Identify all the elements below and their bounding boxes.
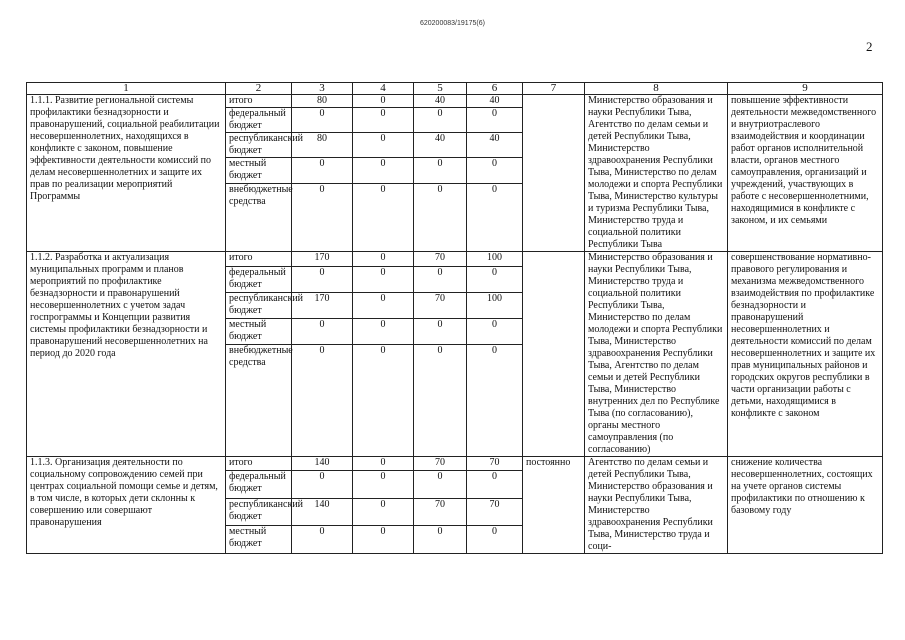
value-2020: 40: [467, 95, 523, 108]
value-2020: 0: [467, 345, 523, 457]
table-row: [27, 457, 883, 471]
funding-source: республиканский бюджет: [226, 292, 292, 318]
value-2018: 0: [353, 471, 414, 499]
total-value: 80: [292, 133, 353, 158]
funding-source: местный бюджет: [226, 526, 292, 554]
column-header: 1: [27, 83, 226, 95]
value-2018: 0: [353, 183, 414, 251]
funding-source: федеральный бюджет: [226, 108, 292, 133]
activity-name: 1.1.3. Организация деятельности по социальному сопровождению семей при центрах социальной помощи семье и детям, в том числе, в которых дети склонны к совершению или совершают правонарушения: [27, 457, 226, 554]
value-2018: 0: [353, 498, 414, 526]
funding-source: итого: [226, 457, 292, 471]
funding-source: федеральный бюджет: [226, 266, 292, 292]
value-2018: 0: [353, 158, 414, 183]
value-2019: 0: [414, 158, 467, 183]
total-value: 0: [292, 158, 353, 183]
value-2020: 0: [467, 266, 523, 292]
value-2019: 70: [414, 292, 467, 318]
program-table: [26, 82, 883, 554]
value-2018: 0: [353, 457, 414, 471]
value-2019: 0: [414, 183, 467, 251]
value-2020: 40: [467, 133, 523, 158]
total-value: 0: [292, 266, 353, 292]
expected-result: снижение количества несовершеннолетних, состоящих на учете органов системы профилактики по отношению к базовому году: [728, 457, 883, 554]
funding-source: местный бюджет: [226, 158, 292, 183]
expected-result: совершенствование нормативно-правового регулирования и механизма межведомственного взаимодействия по профилактике безнадзорности и правонарушений несовершеннолетних и деятельности комиссий по делам несовершеннолетних и защите их прав муниципальных районов и городских округов республики в части организации работы с детьми, находящимися в конфликте с законом: [728, 252, 883, 457]
total-value: 0: [292, 526, 353, 554]
value-2019: 0: [414, 526, 467, 554]
value-2020: 0: [467, 318, 523, 344]
execution-term: [523, 252, 585, 457]
funding-source: внебюджетные средства: [226, 345, 292, 457]
value-2018: 0: [353, 526, 414, 554]
value-2019: 0: [414, 108, 467, 133]
value-2018: 0: [353, 108, 414, 133]
responsible-executors: Министерство образования и науки Республики Тыва, Министерство труда и социальной политики Республики Тыва, Министерство по делам молодежи и спорта Республики Тыва, Министерство здравоохранения Республики Тыва, Агентство по делам семьи и детей Республики Тыва, Министерство внутренних дел по Республике Тыва (по согласованию), органы местного самоуправления (по согласованию): [585, 252, 728, 457]
funding-source: внебюджетные средства: [226, 183, 292, 251]
value-2018: 0: [353, 266, 414, 292]
column-header: 9: [728, 83, 883, 95]
page-number: 2: [866, 39, 873, 54]
value-2018: 0: [353, 95, 414, 108]
value-2018: 0: [353, 318, 414, 344]
value-2018: 0: [353, 292, 414, 318]
funding-source: итого: [226, 252, 292, 267]
value-2019: 0: [414, 318, 467, 344]
value-2020: 0: [467, 471, 523, 499]
value-2019: 40: [414, 95, 467, 108]
value-2020: 70: [467, 498, 523, 526]
column-header: 4: [353, 83, 414, 95]
execution-term: постоянно: [523, 457, 585, 554]
execution-term: [523, 95, 585, 252]
table-row: [27, 95, 883, 108]
value-2019: 0: [414, 471, 467, 499]
column-header: 2: [226, 83, 292, 95]
total-value: 0: [292, 318, 353, 344]
responsible-executors: Министерство образования и науки Республики Тыва, Агентство по делам семьи и детей Республики Тыва, Министерство здравоохранения Республики Тыва, Министерство по делам молодежи и спорта Республики Тыва, Министерство культуры и туризма Республики Тыва, Министерство труда и социальной политики Республики Тыва: [585, 95, 728, 252]
value-2018: 0: [353, 345, 414, 457]
funding-source: республиканский бюджет: [226, 133, 292, 158]
total-value: 0: [292, 345, 353, 457]
column-header: 3: [292, 83, 353, 95]
funding-source: республиканский бюджет: [226, 498, 292, 526]
value-2018: 0: [353, 133, 414, 158]
total-value: 170: [292, 252, 353, 267]
value-2020: 0: [467, 158, 523, 183]
column-header: 6: [467, 83, 523, 95]
value-2018: 0: [353, 252, 414, 267]
expected-result: повышение эффективности деятельности межведомственного и внутриотраслевого взаимодействия и координации работ органов исполнительной власти, органов местного самоуправления, организаций и учреждений, участвующих в работе с несовершеннолетними, находящимися в конфликте с законом, и их семьями: [728, 95, 883, 252]
value-2020: 0: [467, 183, 523, 251]
total-value: 0: [292, 108, 353, 133]
column-number-row: [27, 83, 883, 95]
document-id: 620200083/19175(6): [419, 20, 485, 27]
value-2019: 70: [414, 252, 467, 267]
value-2020: 70: [467, 457, 523, 471]
responsible-executors: Агентство по делам семьи и детей Республики Тыва, Министерство образования и науки Республики Тыва, Министерство здравоохранения Республики Тыва, Министерство труда и соци-: [585, 457, 728, 554]
value-2019: 40: [414, 133, 467, 158]
total-value: 0: [292, 183, 353, 251]
value-2020: 0: [467, 526, 523, 554]
value-2020: 100: [467, 252, 523, 267]
total-value: 140: [292, 457, 353, 471]
column-header: 7: [523, 83, 585, 95]
value-2019: 0: [414, 345, 467, 457]
total-value: 80: [292, 95, 353, 108]
value-2019: 70: [414, 457, 467, 471]
activity-name: 1.1.1. Развитие региональной системы профилактики безнадзорности и правонарушений, социальной реабилитации несовершеннолетних, находящихся в конфликте с законом, повышение эффективности деятельности комиссий по делам несовершеннолетних и защите их прав по реализации мероприятий Программы: [27, 95, 226, 252]
value-2019: 0: [414, 266, 467, 292]
value-2019: 70: [414, 498, 467, 526]
funding-source: федеральный бюджет: [226, 471, 292, 499]
activity-name: 1.1.2. Разработка и актуализация муниципальных программ и планов мероприятий по профилактике безнадзорности и правонарушений несовершеннолетних с учетом задач госпрограммы и Концепции развития системы профилактики безнадзорности и правонарушений несовершеннолетних на период до 2020 года: [27, 252, 226, 457]
value-2020: 100: [467, 292, 523, 318]
total-value: 0: [292, 471, 353, 499]
table-row: [27, 252, 883, 267]
funding-source: местный бюджет: [226, 318, 292, 344]
total-value: 140: [292, 498, 353, 526]
column-header: 5: [414, 83, 467, 95]
total-value: 170: [292, 292, 353, 318]
value-2020: 0: [467, 108, 523, 133]
column-header: 8: [585, 83, 728, 95]
funding-source: итого: [226, 95, 292, 108]
